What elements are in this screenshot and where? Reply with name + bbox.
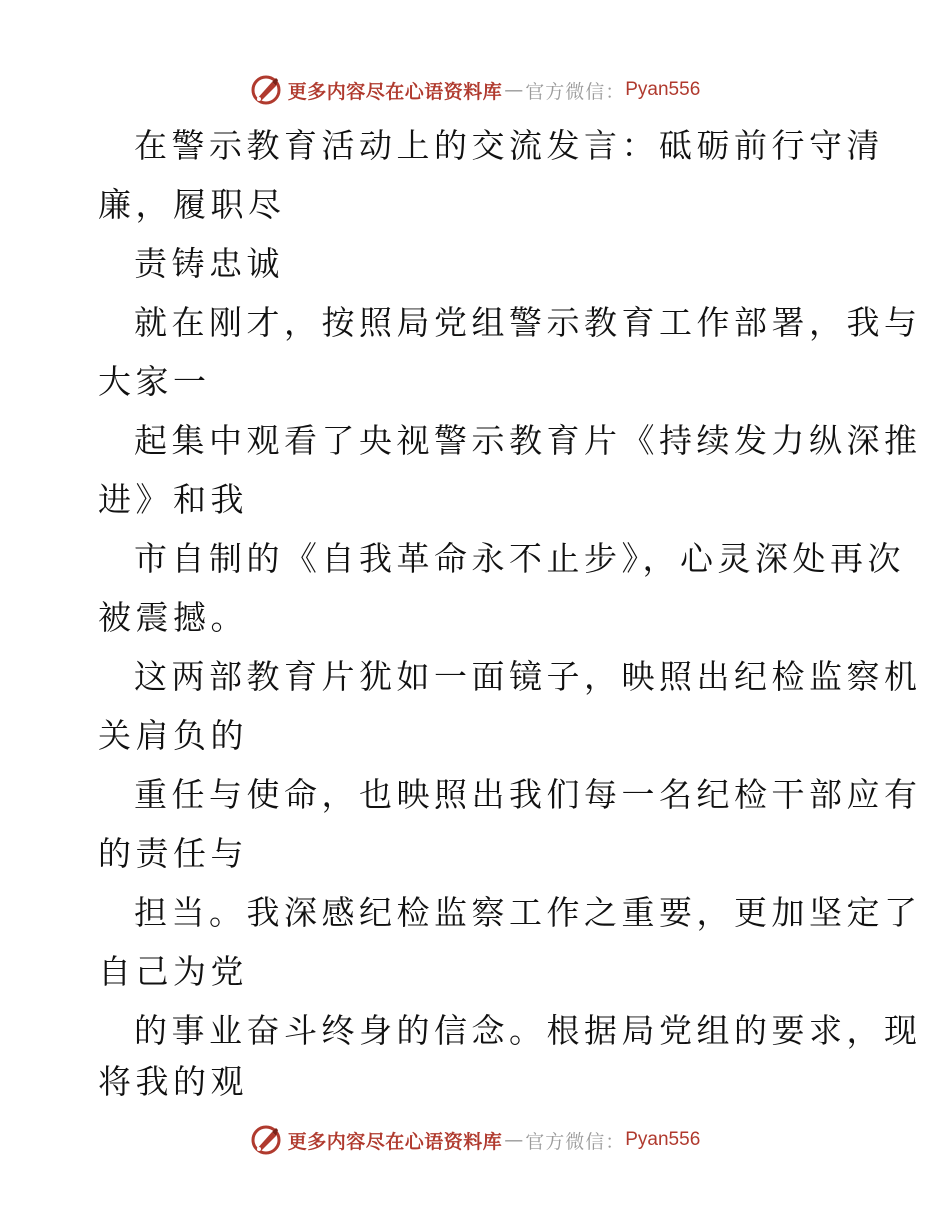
body-line: 大家一 [98, 362, 211, 401]
banner-wechat-label: 官方微信： [525, 80, 626, 103]
body-line: 将我的观 [98, 1062, 248, 1101]
body-line: 被震撼。 [98, 598, 248, 637]
body-line: 的责任与 [98, 834, 248, 873]
body-line: 这两部教育片犹如一面镜子，映照出纪检监察机 [134, 657, 922, 696]
banner-slogan: 更多内容尽在心语资料库 [287, 1130, 503, 1153]
pen-logo-icon [250, 74, 282, 106]
body-line: 起集中观看了央视警示教育片《持续发力纵深推 [134, 421, 922, 460]
title-line-2: 廉，履职尽 [98, 185, 286, 224]
banner-slogan: 更多内容尽在心语资料库 [287, 80, 503, 103]
body-line: 担当。我深感纪检监察工作之重要，更加坚定了 [134, 893, 922, 932]
body-line: 自己为党 [98, 952, 248, 991]
body-line: 就在刚才，按照局党组警示教育工作部署，我与 [134, 303, 922, 342]
title-line-3: 责铸忠诚 [134, 244, 284, 283]
body-line: 进》和我 [98, 480, 248, 519]
body-line: 关肩负的 [98, 716, 248, 755]
banner-separator: — [504, 79, 524, 101]
banner-wechat-id: Pyan556 [625, 1129, 701, 1150]
header-banner [0, 72, 950, 108]
body-line: 重任与使命，也映照出我们每一名纪检干部应有 [134, 775, 922, 814]
title-line-1: 在警示教育活动上的交流发言：砥砺前行守清 [134, 126, 884, 165]
footer-banner [0, 1122, 950, 1158]
body-line: 市自制的《自我革命永不止步》，心灵深处再次 [134, 539, 905, 578]
banner-separator: — [504, 1129, 524, 1151]
body-line: 的事业奋斗终身的信念。根据局党组的要求，现 [134, 1011, 922, 1050]
pen-logo-icon [250, 1124, 282, 1156]
banner-wechat-id: Pyan556 [625, 79, 701, 100]
banner-wechat-label: 官方微信： [525, 1130, 626, 1153]
